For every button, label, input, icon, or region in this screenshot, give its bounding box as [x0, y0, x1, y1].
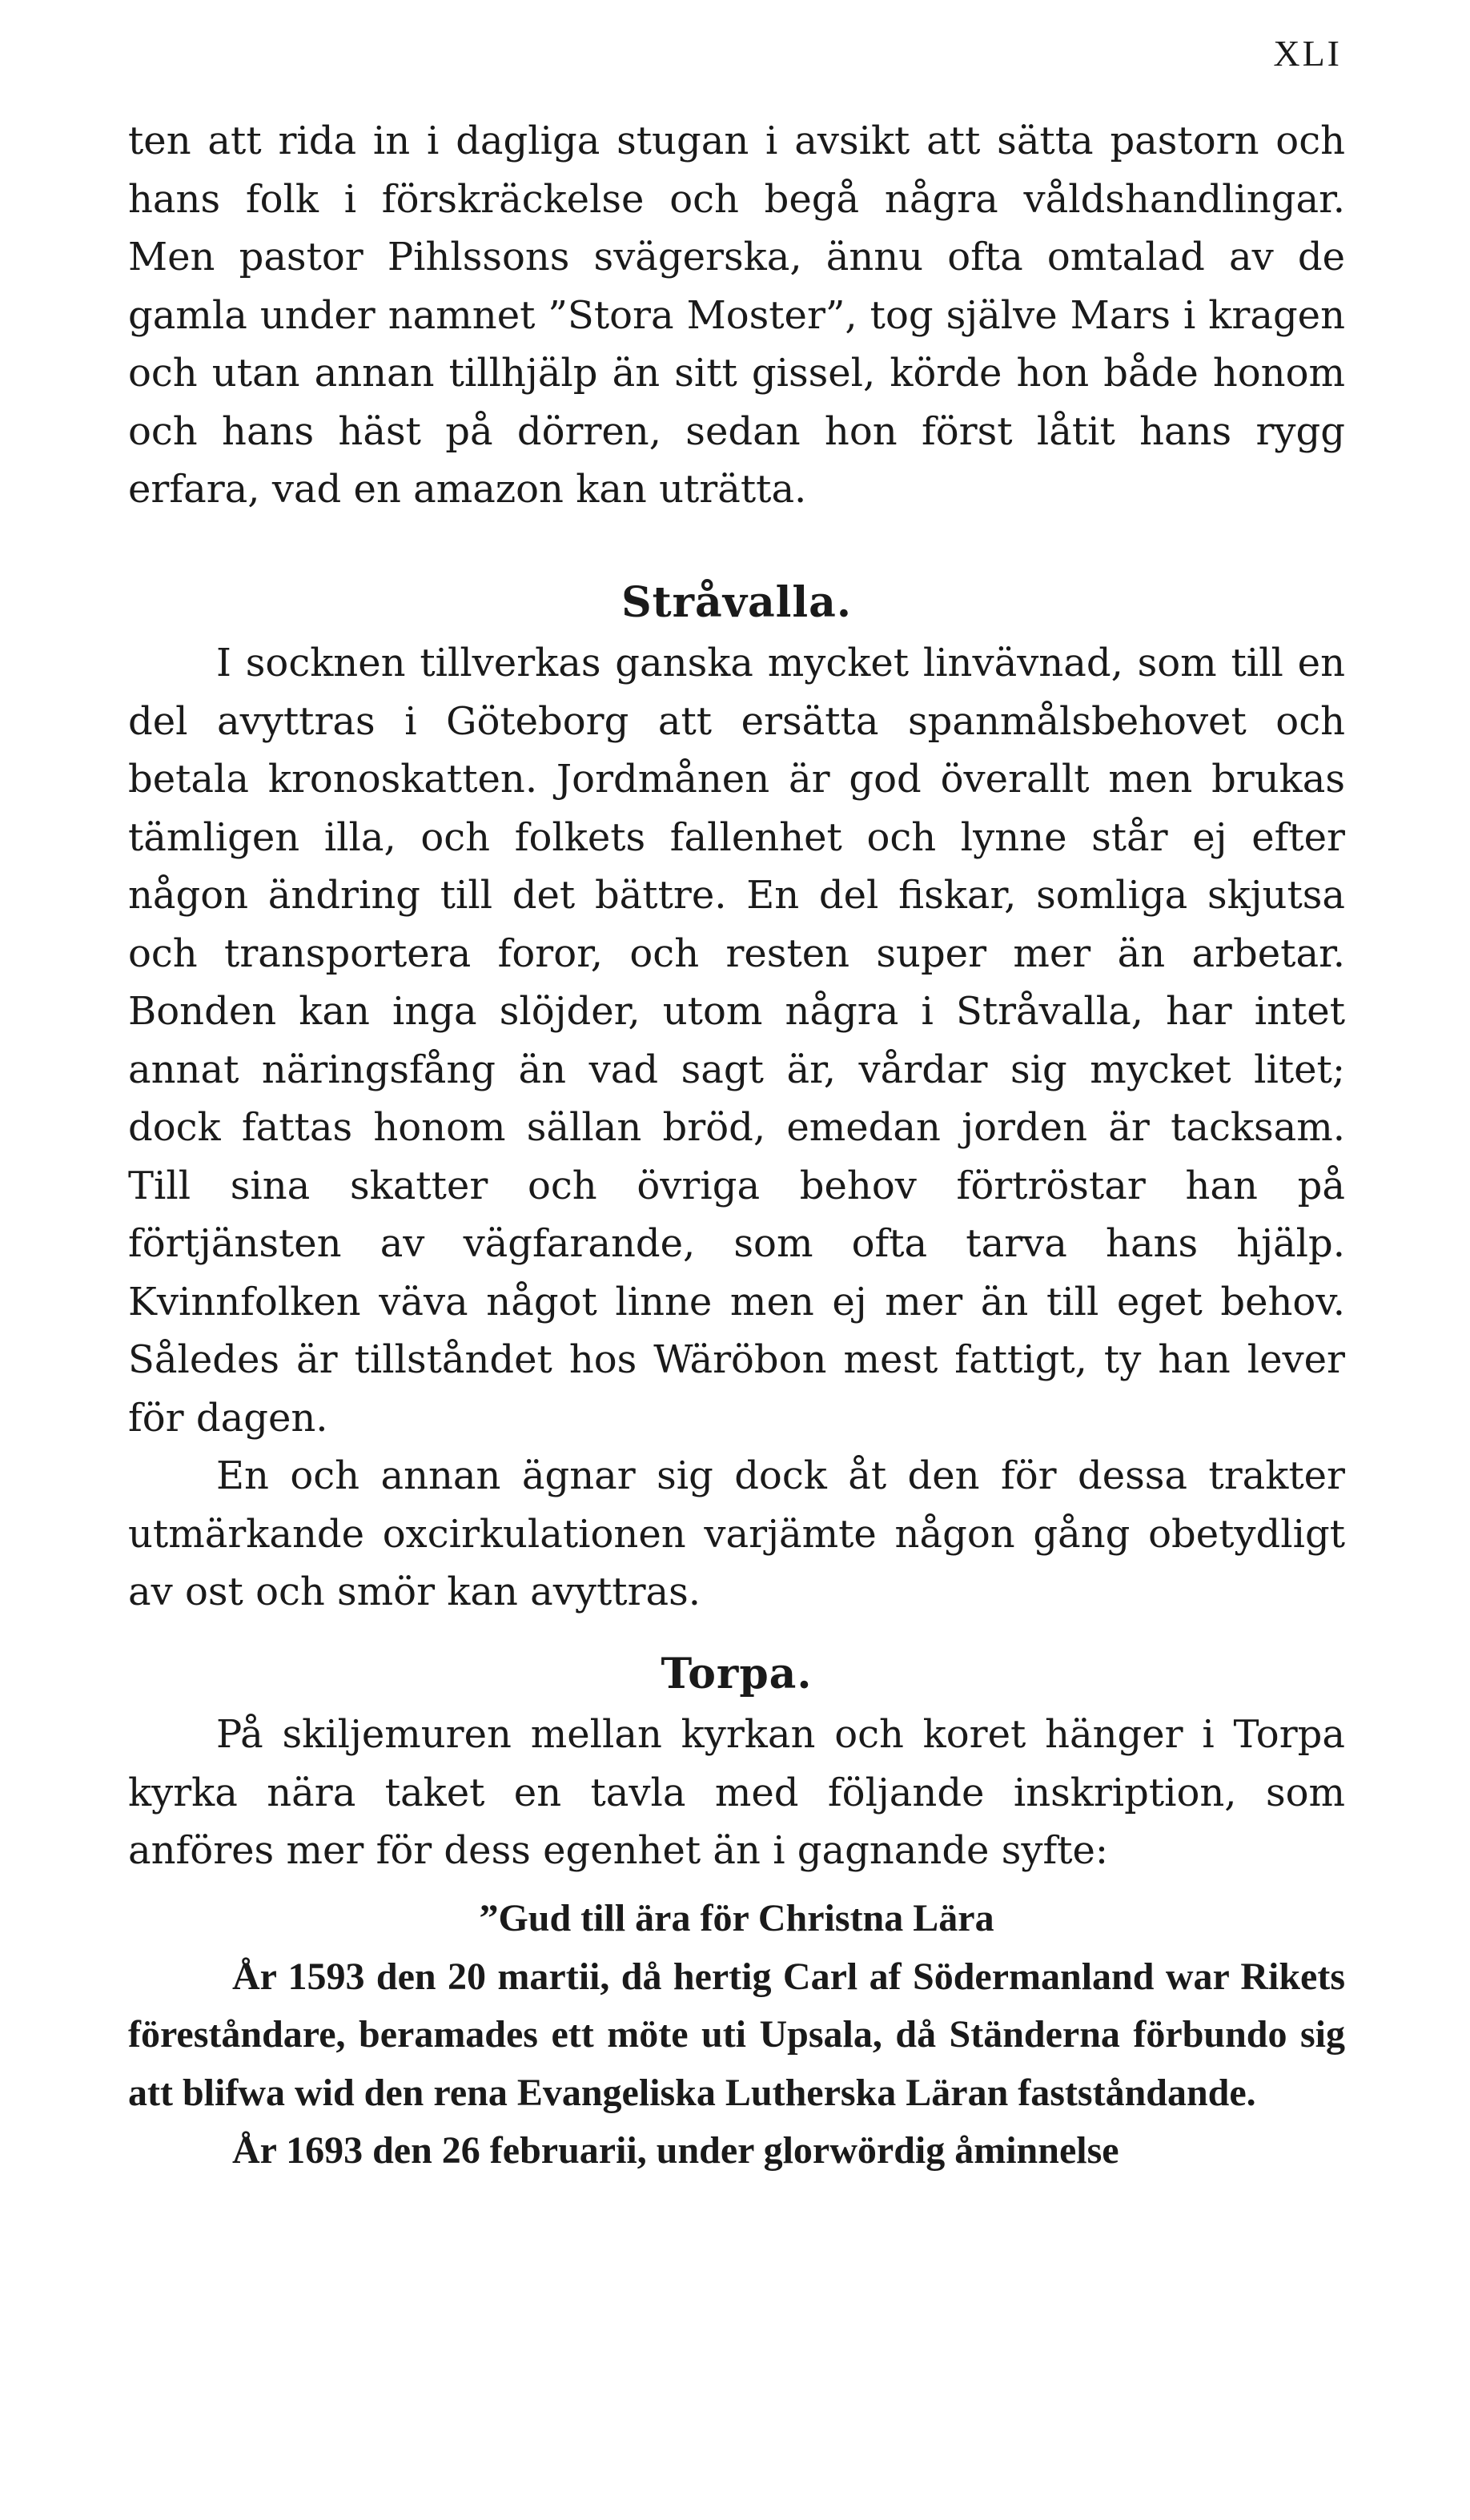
stravalla-text-block — [128, 634, 1345, 1622]
torpa-paragraph: På skiljemuren mellan kyrkan och koret hänger i Torpa kyrka nära taket en tavla med följande inskription, som anföres mer för dess egenhet än i gagnande syfte: — [128, 1712, 1345, 1873]
torpa-text-block — [128, 1706, 1345, 1880]
inscription-title: ”Gud till ära för Christna Lära — [479, 1897, 994, 1939]
heading-stravalla: Stråvalla. — [621, 578, 852, 627]
page-number: XLI — [1273, 33, 1342, 74]
stravalla-paragraph-1: I socknen tillverkas ganska mycket linvävnad, som till en del avyttras i Göteborg att ersätta spanmålsbehovet och betala kronoskatten. Jordmånen är god överallt men brukas tämligen illa, och folkets fallenhet och lynne står ej efter någon ändring till det bättre. En del fiskar, somliga skjutsa och transportera foror, och resten super mer än arbetar. Bonden kan inga slöjder, utom några i Stråvalla, har intet annat näringsfång än vad sagt är, vårdar sig mycket litet; dock fattas honom sällan bröd, emedan jorden är tacksam. Till sina skatter och övriga behov förtröstar han på förtjänsten av vägfarande, som ofta tarva hans hjälp. Kvinnfolken väva något linne men ej mer än till eget behov. Således är tillståndet hos Wäröbon mest fattigt, ty han lever för dagen. — [128, 641, 1345, 1441]
heading-torpa: Torpa. — [661, 1650, 813, 1698]
stravalla-paragraph-2: En och annan ägnar sig dock åt den för dessa trakter utmärkande oxcirkulationen varjämte någon gång obetydligt av ost och smör kan avyttras. — [128, 1453, 1345, 1614]
inscription-paragraph-2: År 1693 den 26 februarii, under glorwördig åminnelse — [232, 2129, 1119, 2172]
opening-text-block — [128, 112, 1345, 519]
opening-paragraph: ten att rida in i dagliga stugan i avsikt att sätta pastorn och hans folk i förskräckelse och begå några våldshandlingar. Men pastor Pihlssons svägerska, ännu ofta omtalad av de gamla under namnet ”Stora Moster”, tog själve Mars i kragen och utan annan tillhjälp än sitt gissel, körde hon både honom och hans häst på dörren, sedan hon först låtit hans rygg erfara, vad en amazon kan uträtta. — [128, 119, 1345, 512]
inscription-block — [128, 1890, 1345, 2180]
inscription-paragraph-1: År 1593 den 20 martii, då hertig Carl af Södermanland war Rikets föreståndare, beramades ett möte uti Upsala, då Ständerna förbundo sig att blifwa wid den rena Evangeliska Lutherska Läran fastståndande. — [128, 1955, 1345, 2114]
